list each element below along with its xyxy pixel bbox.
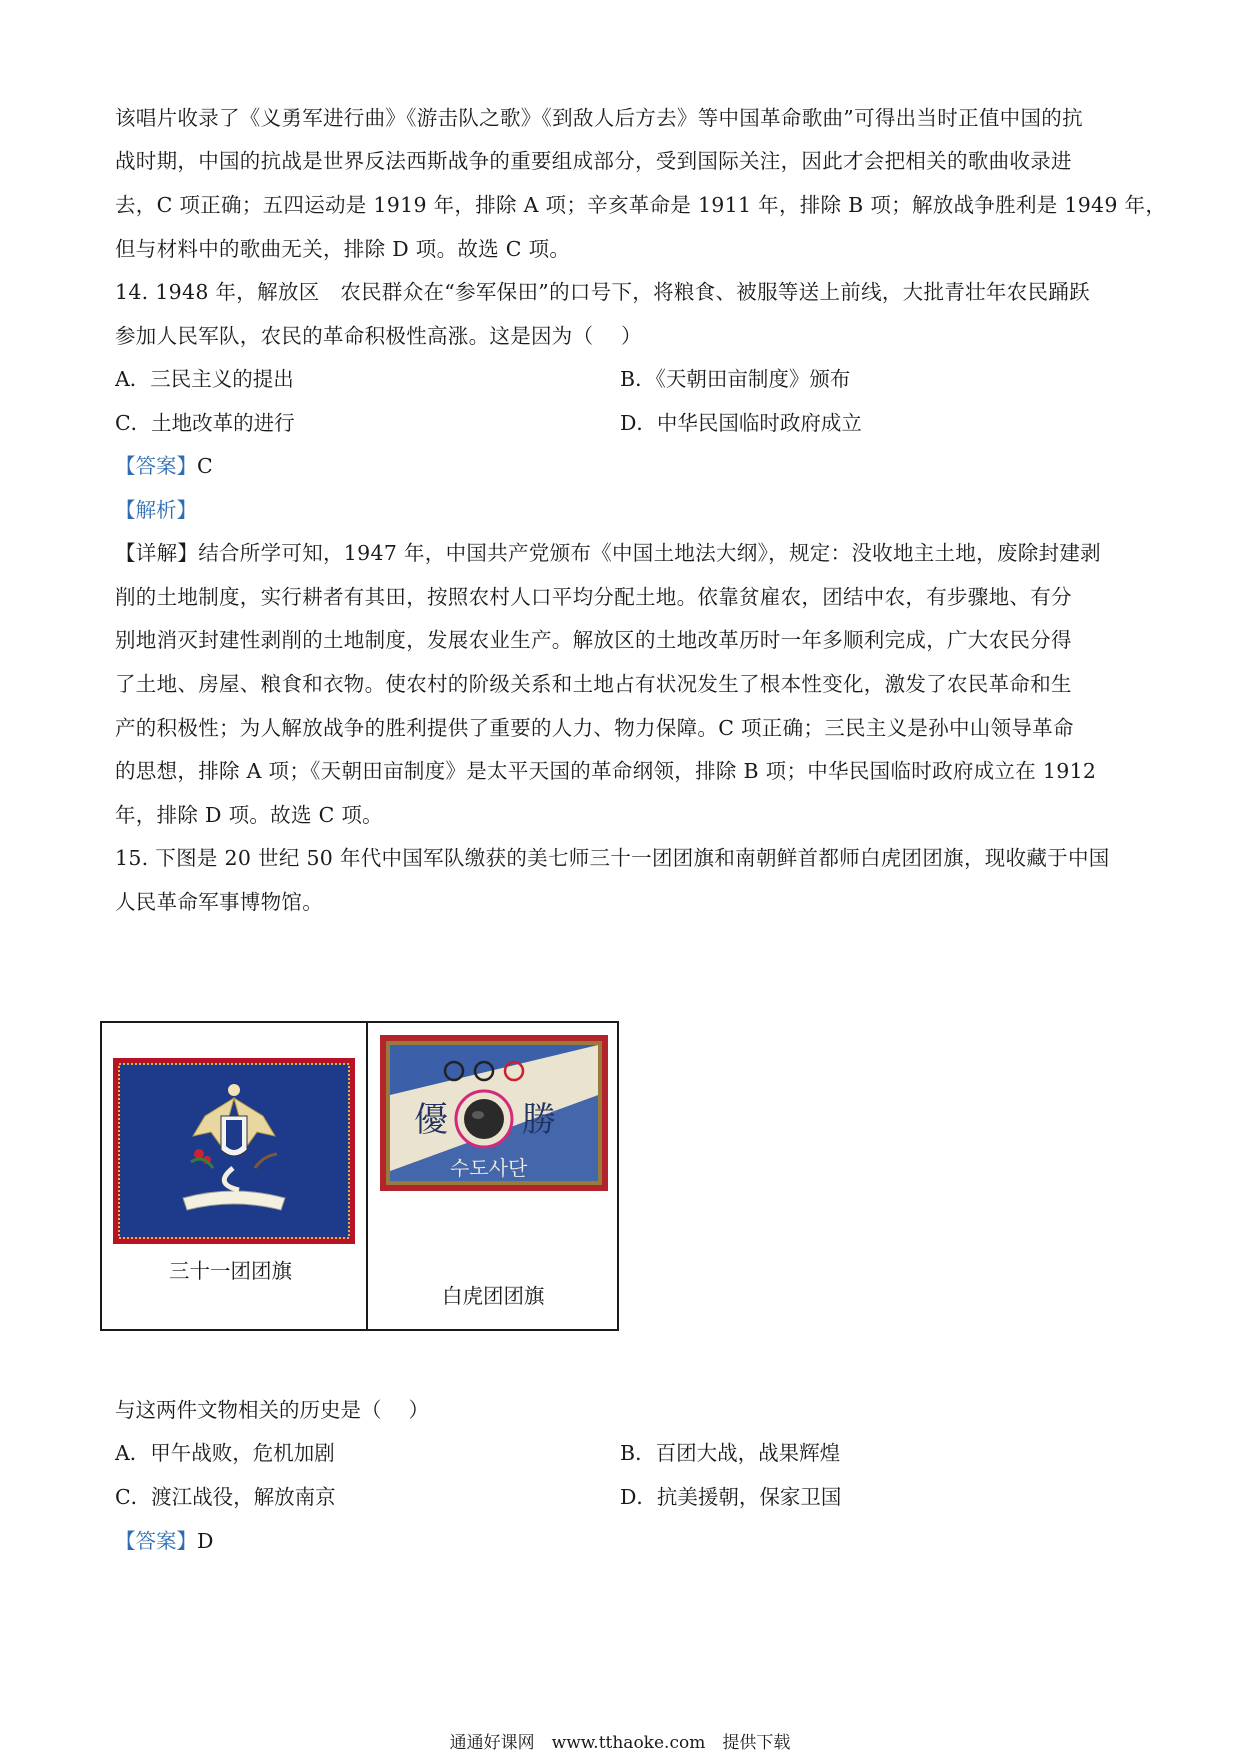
q14-stem-line-1: 14. 1948 年，解放区 农民群众在“参军保田”的口号下，将粮食、被服等送上前线，大批青壮年农民踊跃 [115,280,1090,304]
q14-detail-tag: 【详解】 [115,541,199,565]
intro-line-1: 该唱片收录了《义勇军进行曲》《游击队之歌》《到敌人后方去》等中国革命歌曲”可得出当时正值中国的抗 [115,106,1083,130]
q14-detail-line-3: 别地消灭封建性剥削的土地制度，发展农业生产。解放区的土地改革历时一年多顺利完成，广大农民分得 [115,628,1072,652]
q14-option-a: A．三民主义的提出 [115,367,294,391]
flag1-caption: 三十一团团旗 [169,1259,292,1283]
q14-detail-line-5: 产的积极性；为人解放战争的胜利提供了重要的人力、物力保障。C 项正确；三民主义是孙中山领导革命 [115,716,1074,740]
q14-answer-value: C [197,454,213,478]
q14-option-c: C．土地改革的进行 [115,411,295,435]
q14-detail-line-6: 的思想，排除 A 项；《天朝田亩制度》是太平天国的革命纲领，排除 B 项；中华民国临时政府成立在 1912 [115,759,1097,783]
flag-31st-regiment-image [113,1058,355,1244]
q15-option-b: B．百团大战，战果辉煌 [620,1441,841,1465]
intro-line-3: 去，C 项正确；五四运动是 1919 年，排除 A 项；辛亥革命是 1911 年，排除 B 项；解放战争胜利是 1949 年， [115,193,1167,217]
q15-option-c: C．渡江战役，解放南京 [115,1485,336,1509]
flag-white-tiger-regiment-image [380,1035,608,1191]
q14-option-b: B．《天朝田亩制度》颁布 [620,367,851,391]
flag2-right-char: 勝 [522,1100,556,1140]
q14-stem-line-2: 参加人民军队，农民的革命积极性高涨。这是因为（ ） [115,324,642,348]
flag-table [100,1021,619,1331]
intro-line-2: 战时期，中国的抗战是世界反法西斯战争的重要组成部分，受到国际关注，因此才会把相关的歌曲收录进 [115,149,1072,173]
q15-answer-value: D [197,1529,214,1553]
flag2-caption: 白虎团团旗 [442,1284,545,1308]
q14-detail-text-1: 结合所学可知，1947 年，中国共产党颁布《中国土地法大纲》，规定：没收地主土地，废除封建剥 [198,541,1101,565]
q14-detail-line-7: 年，排除 D 项。故选 C 项。 [115,803,383,827]
q15-question: 与这两件文物相关的历史是（ ） [115,1398,430,1422]
page-footer: 通通好课网 www.tthaoke.com 提供下载 [449,1733,791,1753]
q14-analysis-tag: 【解析】 [115,498,197,522]
q14-answer-row [115,451,213,481]
intro-line-4: 但与材料中的歌曲无关，排除 D 项。故选 C 项。 [115,237,571,261]
q15-stem-line-2: 人民革命军事博物馆。 [115,890,323,914]
q14-answer-tag: 【答案】 [115,454,197,478]
q14-detail-line-2: 削的土地制度，实行耕者有其田，按照农村人口平均分配土地。依靠贫雇农，团结中农，有步骤地、有分 [115,585,1072,609]
q14-detail-line-4: 了土地、房屋、粮食和衣物。使农村的阶级关系和土地占有状况发生了根本性变化，激发了农民革命和生 [115,672,1072,696]
q15-answer-row [115,1526,213,1556]
q14-detail-line-1 [115,538,1135,568]
q15-option-d: D．抗美援朝，保家卫国 [620,1485,842,1509]
q15-stem-line-1: 15. 下图是 20 世纪 50 年代中国军队缴获的美七师三十一团团旗和南朝鲜首都师白虎团团旗，现收藏于中国 [115,846,1110,870]
q15-answer-tag: 【答案】 [115,1529,197,1553]
q15-option-a: A．甲午战败，危机加剧 [115,1441,335,1465]
flag2-left-char: 優 [414,1100,448,1140]
flag2-bottom-text: 수도사단 [450,1156,528,1180]
q14-option-d: D．中华民国临时政府成立 [620,411,862,435]
table-divider [366,1023,368,1329]
